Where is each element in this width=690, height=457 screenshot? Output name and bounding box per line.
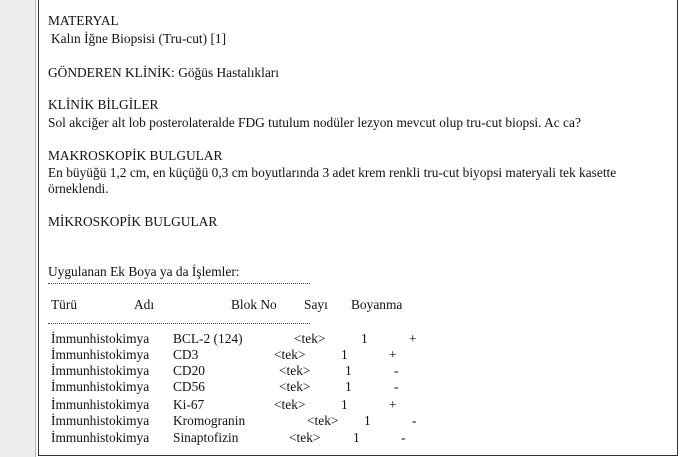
row-type: İmmunhistokimya: [51, 379, 150, 394]
row-type: İmmunhistokimya: [51, 413, 150, 428]
row-count: 1: [361, 331, 368, 346]
row-block: <tek>: [279, 379, 311, 394]
row-count: 1: [341, 347, 348, 362]
row-type: İmmunhistokimya: [51, 430, 150, 445]
row-block: <tek>: [289, 430, 321, 445]
clinical-info-heading: KLİNİK BİLGİLER: [48, 97, 159, 112]
column-header-count: Sayı: [304, 297, 328, 312]
microscopic-heading: MİKROSKOPİK BULGULAR: [48, 214, 218, 229]
column-header-type: Türü: [51, 297, 78, 312]
referring-clinic-value: Göğüs Hastalıkları: [178, 65, 279, 80]
row-type: İmmunhistokimya: [51, 347, 150, 362]
row-stain: -: [394, 363, 399, 378]
row-name: CD20: [173, 363, 205, 378]
macroscopic-line-2: örneklendi.: [48, 181, 109, 196]
macroscopic-heading: MAKROSKOPİK BULGULAR: [48, 148, 223, 163]
row-name: Sinaptofizin: [173, 430, 239, 445]
column-header-name: Adı: [134, 297, 155, 312]
row-name: Ki-67: [173, 397, 205, 412]
row-block: <tek>: [307, 413, 339, 428]
material-heading: MATERYAL: [48, 13, 119, 28]
column-header-stain: Boyanma: [351, 297, 403, 312]
row-block: <tek>: [274, 347, 306, 362]
procedures-title: Uygulanan Ek Boya ya da İşlemler:: [48, 264, 240, 279]
row-block: <tek>: [294, 331, 326, 346]
macroscopic-line-1: En büyüğü 1,2 cm, en küçüğü 0,3 cm boyutlarında 3 adet krem renkli tru-cut biyopsi materyali tek kasette: [48, 165, 617, 180]
dotted-separator-bottom: [48, 323, 310, 324]
row-count: 1: [345, 379, 352, 394]
row-name: CD56: [173, 379, 205, 394]
row-stain: -: [412, 413, 417, 428]
row-count: 1: [345, 363, 352, 378]
dotted-separator-top: [48, 283, 310, 284]
clinical-info-text: Sol akciğer alt lob posterolateralde FDG tutulum nodüler lezyon mevcut olup tru-cut biopsi. Ac ca?: [48, 115, 581, 130]
row-type: İmmunhistokimya: [51, 363, 150, 378]
row-type: İmmunhistokimya: [51, 397, 150, 412]
row-name: CD3: [173, 347, 199, 362]
row-block: <tek>: [279, 363, 311, 378]
column-header-block: Blok No: [231, 297, 277, 312]
row-stain: +: [389, 397, 397, 412]
referring-clinic-label: GÖNDEREN KLİNİK:: [48, 65, 175, 80]
material-value: Kalın İğne Biopsisi (Tru-cut) [1]: [51, 31, 227, 46]
row-name: BCL-2 (124): [173, 331, 243, 346]
row-name: Kromogranin: [173, 413, 246, 428]
referring-clinic: [48, 65, 279, 80]
row-count: 1: [364, 413, 371, 428]
row-type: İmmunhistokimya: [51, 331, 150, 346]
row-stain: -: [401, 430, 406, 445]
row-count: 1: [341, 397, 348, 412]
row-stain: +: [409, 331, 417, 346]
report-page: [35, 0, 690, 457]
row-block: <tek>: [274, 397, 306, 412]
row-count: 1: [353, 430, 360, 445]
row-stain: +: [389, 347, 397, 362]
row-stain: -: [394, 379, 399, 394]
